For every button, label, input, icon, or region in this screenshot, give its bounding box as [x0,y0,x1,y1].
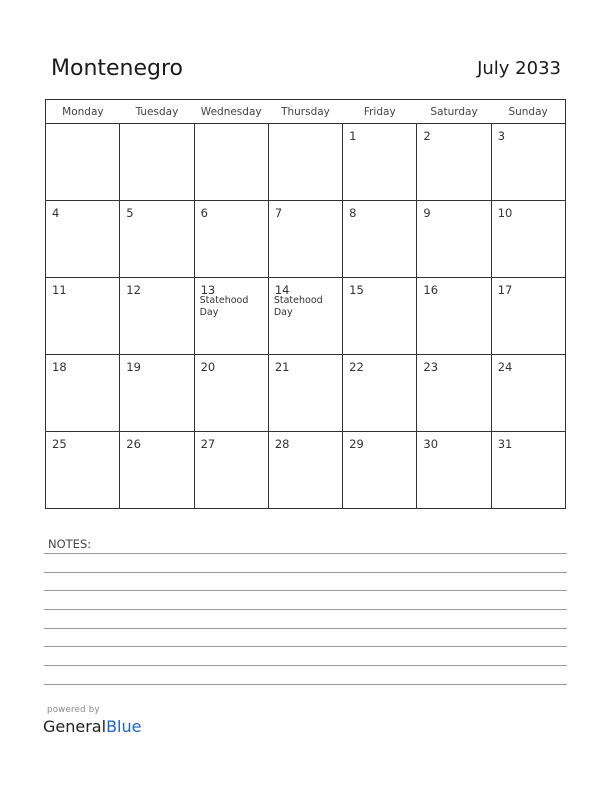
note-line [44,665,567,666]
day-number: 18 [52,360,67,374]
day-cell [343,124,417,201]
brand-general: General [43,717,107,736]
note-line [44,572,567,573]
day-number: 17 [497,283,513,297]
week-row [46,124,566,201]
day-number: 28 [274,437,290,451]
day-cell [268,124,342,201]
day-number: 23 [423,360,439,374]
day-cell [120,278,194,355]
day-number: 10 [497,206,513,220]
holiday-label: Statehood Day [273,295,323,318]
day-cell [46,355,120,432]
week-row [46,355,566,432]
day-number: 16 [423,283,439,297]
note-line [44,590,567,591]
generalblue-logo [43,717,141,736]
day-number: 24 [497,360,513,374]
day-cell [491,278,565,355]
day-number: 15 [349,283,364,297]
note-line [44,628,567,629]
month-year-title: July 2033 [477,58,561,79]
holiday-label: Statehood Day [199,295,249,318]
day-number: 8 [349,206,357,220]
day-number: 22 [349,360,364,374]
day-number: 12 [126,283,141,297]
day-number: 26 [126,437,141,451]
weekday-header: Thursday [268,100,342,124]
day-cell [491,124,565,201]
day-cell [343,278,417,355]
day-cell [194,278,268,355]
day-number: 14 [274,283,290,297]
week-row [46,432,566,509]
day-cell [46,201,120,278]
day-cell [491,201,565,278]
day-number: 5 [126,206,134,220]
day-cell [120,201,194,278]
day-number: 19 [126,360,141,374]
day-number: 13 [200,283,216,297]
day-cell [46,124,120,201]
day-number: 30 [423,437,439,451]
day-number: 31 [497,437,513,451]
day-cell [268,355,342,432]
weekday-header-row [46,100,566,124]
day-number: 6 [200,206,208,220]
day-cell [46,432,120,509]
day-cell [417,278,491,355]
day-cell [491,355,565,432]
weekday-header: Saturday [417,100,491,124]
week-row [46,278,566,355]
day-cell [417,124,491,201]
calendar-grid [45,99,566,509]
day-number: 11 [52,283,67,297]
weekday-header: Friday [343,100,417,124]
day-cell [194,201,268,278]
note-line [44,609,567,610]
day-cell [268,278,342,355]
notes-label: NOTES: [48,537,92,551]
day-cell [120,355,194,432]
day-cell [46,278,120,355]
day-number: 1 [349,129,357,143]
day-number: 25 [52,437,67,451]
country-title: Montenegro [51,56,184,81]
weekday-header: Tuesday [120,100,194,124]
day-cell [417,432,491,509]
day-cell [343,355,417,432]
day-number: 27 [200,437,216,451]
day-number: 2 [423,129,431,143]
day-cell [194,432,268,509]
day-number: 7 [274,206,283,220]
weekday-header: Wednesday [194,100,268,124]
day-cell [194,355,268,432]
day-cell [120,432,194,509]
week-row [46,201,566,278]
powered-by-text: powered by [47,705,100,715]
day-number: 21 [274,360,290,374]
day-cell [194,124,268,201]
day-number: 3 [497,129,506,143]
note-line [44,553,567,554]
day-number: 4 [52,206,60,220]
day-cell [417,201,491,278]
day-cell [343,432,417,509]
day-number: 9 [423,206,431,220]
day-number: 20 [200,360,216,374]
day-number: 29 [349,437,364,451]
day-cell [268,201,342,278]
weekday-header: Sunday [491,100,565,124]
day-cell [120,124,194,201]
weekday-header: Monday [46,100,120,124]
day-cell [343,201,417,278]
brand-blue: Blue [106,717,142,736]
day-cell [491,432,565,509]
note-line [44,646,567,647]
day-cell [417,355,491,432]
note-line [44,684,567,685]
day-cell [268,432,342,509]
